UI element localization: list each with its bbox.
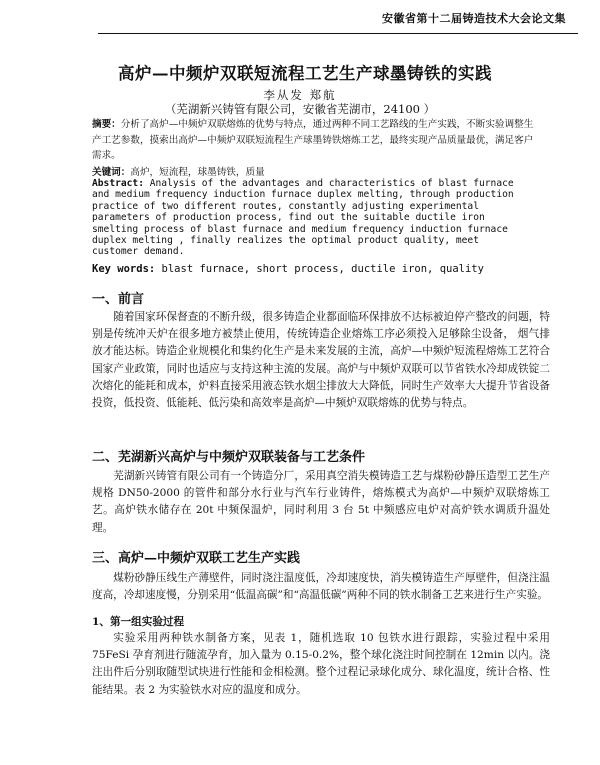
abstract-zh-text: 分析了高炉—中频炉双联熔炼的优势与特点，通过两种不同工艺路线的生产实践，不断实验调整生产工艺参数，摸索出高炉—中频炉双联短流程生产球墨铸铁熔炼工艺，最终实现产品质量最优，满足客户需求。 [92, 119, 534, 162]
section-3-heading: 三、高炉—中频炉双联工艺生产实践 [92, 551, 301, 566]
abstract-en-text: Analysis of the advantages and characteristics of blast furnace and medium frequency induction furnace duplex melting, through production practice of two different routes, constantly adjusting experimental parameters of production process, find out the suitable ductile iron smelting process of blast furnace and medium frequency induction furnace duplex melting , finally realizes the optimal product quality, meet customer demand. [92, 178, 514, 258]
abstract-zh-label: 摘要： [92, 119, 121, 130]
paper-affiliation: （芜湖新兴铸管有限公司，安徽省芜湖市，24100 ） [164, 102, 436, 116]
section-1-paragraph: 随着国家环保督查的不断升级，很多铸造企业都面临环保排放不达标被迫停产整改的问题，特别是传统冲天炉在很多地方被禁止使用，传统铸造企业熔炼工序必须投入足够除尘设备， 烟气排放才能达标。铸造企业规模化和集约化生产是未来发展的主流，高炉—中频炉短流程熔炼工艺符合国家产业政策，同时也适应与支持这种主流的发展。高炉与中频炉双联可以节省铁水冷却成铁锭二次熔化的能耗和成本，炉料直接采用液态铁水烟尘排放大大降低，同时生产效率大大提升节省设备投资，低投资、低能耗、低污染和高效率是高炉—中频炉双联熔炼的优势与特点。 [92, 311, 550, 410]
section-2-paragraph: 芜湖新兴铸管有限公司有一个铸造分厂，采用真空消失模铸造工艺与煤粉砂静压造型工艺生产规格 DN50-2000 的管件和部分水行业与汽车行业铸件，熔炼模式为高炉—中频炉双联熔炼工艺。高炉铁水储存在 20t 中频保温炉，同时利用 3 台 5t 中频感应电炉对高炉铁水调质升温处理。 [92, 470, 550, 534]
running-header: 安徽省第十二届铸造技术大会论文集 [382, 12, 566, 25]
keywords-en [92, 263, 540, 275]
abstract-zh [92, 117, 540, 164]
keywords-en-label: Key words: [92, 263, 156, 275]
subsection-1-heading: 1、第一组实验过程 [92, 616, 185, 628]
keywords-zh [92, 164, 540, 178]
keywords-zh-text: 高炉，短流程，球墨铸铁，质量 [130, 167, 265, 178]
abstract-en [92, 178, 530, 258]
section-1-heading: 一、前言 [92, 292, 145, 307]
abstract-en-label: Abstract: [92, 178, 144, 189]
keywords-en-text: blast furnace, short process, ductile iron, quality [155, 263, 484, 275]
paper-authors: 李从发 郑航 [263, 88, 337, 102]
keywords-zh-label: 关键词： [92, 167, 131, 178]
subsection-1-paragraph: 实验采用两种铁水制备方案，见表 1，随机选取 10 包铁水进行跟踪，实验过程中采用 75FeSi 孕育剂进行随流孕育，加入量为 0.15-0.2%，整个球化浇注时间控制在 12min 以内。浇注出件后分别取随型试块进行性能和金相检测。整个过程记录球化成分、球化温度，统计合格、性能结果。表 2 为实验铁水对应的温度和成分。 [92, 632, 550, 696]
section-2-heading: 二、芜湖新兴高炉与中频炉双联装备与工艺条件 [92, 450, 366, 465]
header-rule [98, 33, 578, 34]
section-3-paragraph: 煤粉砂静压线生产薄壁件，同时浇注温度低，冷却速度快，消失模铸造生产厚壁件，但浇注温度高，冷却速度慢，分别采用“低温高碳”和“高温低碳”两种不同的铁水制备工艺来进行生产实验。 [92, 572, 550, 602]
paper-title: 高炉—中频炉双联短流程工艺生产球墨铸铁的实践 [118, 64, 492, 83]
